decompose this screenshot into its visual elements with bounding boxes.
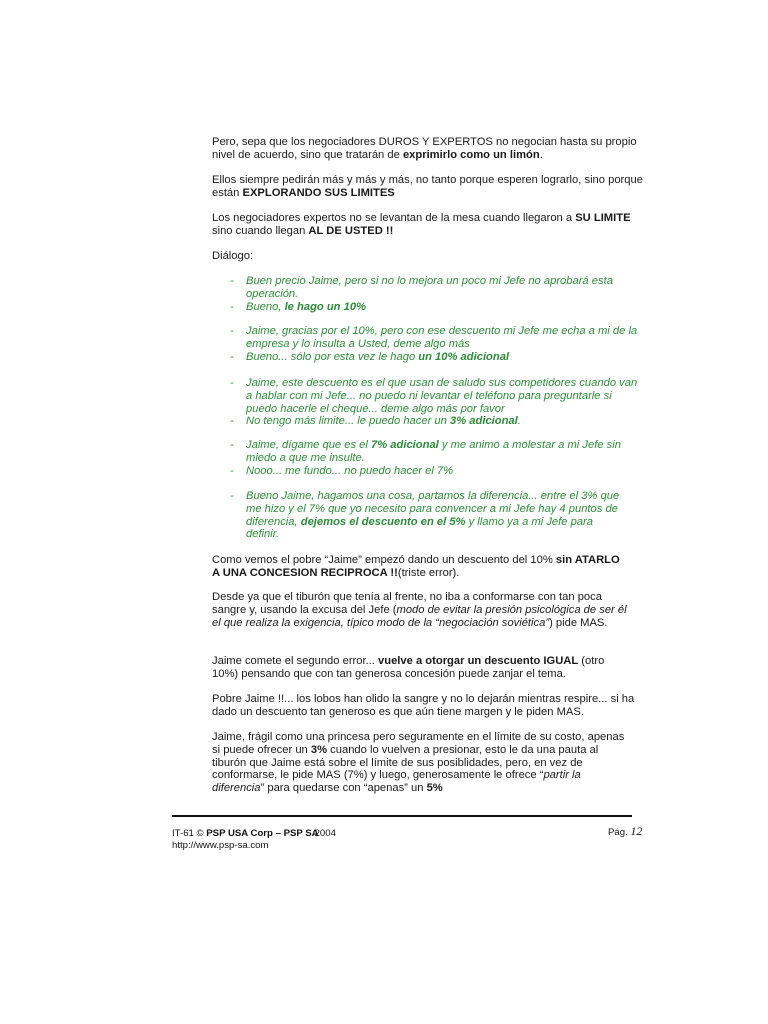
dash-bullet: - [230,490,234,502]
paragraph-text: . [539,148,543,161]
dialog-bold: dejemos el descuento en el 5% [300,515,466,528]
paragraph-text: (triste error). [397,566,460,579]
paragraph-text: Pobre Jaime !!... los lobos han olido la sangre y no lo dejarán mientras respire... si ha dado un descuento tan generoso es que aún tiene margen y le piden MAS. [212,693,635,718]
footer-year: 2004 [314,828,336,839]
footer-company: PSP USA Corp – PSP SA [206,828,319,839]
paragraph-text: Jaime comete el segundo error... [212,655,379,667]
bold-text: EXPLORANDO SUS LIMITES [242,186,395,199]
dialog-heading: Diálogo: [212,250,254,262]
footer-page [608,826,642,838]
dialog-line: y llamo ya a mi Jefe para definir. [246,515,593,541]
dialog-line: Nooo... me fundo... no puedo hacer el 7% [246,464,454,477]
paragraph-text: cuando lo vuelven a presionar, esto le da una pauta al tiburón que Jaime está sobre el límite de sus posiblidades, pero, en vez de conformarse, le pide MAS (7%) y luego, generosamente le ofrece “ [212,743,599,782]
page-label: Pág. [608,827,631,838]
paragraph-text: ) pide MAS. [549,616,608,629]
dialog-line: . [517,415,521,428]
paragraph-8 [212,731,626,795]
paragraph-text: Ellos siempre pedirán más y más y más, no tanto porque esperen lograrlo, sino porque están [212,174,643,199]
paragraph-text: sino cuando llegan [212,224,309,237]
dialog-line: Jaime, dígame que es el [246,439,371,451]
paragraph-text: Jaime, frágil como una princesa pero seguramente en el límite de su costo, apenas si puede ofrecer un [212,731,625,756]
paragraph-1 [212,136,644,162]
dialog-line: Jaime, gracias por el 10%, pero con ese descuento mi Jefe me echa a mi de la empresa y lo insulta a Usted, deme algo más [246,325,638,350]
bold-text: vuelve a otorgar un descuento IGUAL [378,655,579,667]
dialog-line: No tengo más limite... le puedo hacer un [246,415,450,428]
dialog-bold: le hago un 10% [284,300,367,313]
paragraph-text: (otro 10%) pensando que con tan generosa concesión puede zanjar el tema. [212,655,605,680]
dash-bullet: - [230,377,234,389]
bold-text: sin ATARLO A UNA CONCESION RECIPROCA !! [212,554,620,579]
dialog-line: Jaime, este descuento es el que usan de saludo sus competidores cuando van a hablar con mi Jefe... no puedo ni levantar el teléfono para preguntarle si puedo hacerle el cheque... deme algo más por favor [246,377,638,415]
paragraph-3 [212,212,644,238]
dash-bullet: - [230,415,234,428]
bold-text: exprimirlo como un limón [402,148,540,161]
italic-text: partir la diferencia [212,769,581,795]
dialog-label [212,250,644,263]
page-number: 12 [630,824,643,838]
dialog-block-5 [230,490,628,541]
paragraph-6 [212,655,632,681]
dash-bullet: - [230,464,234,477]
footer-url[interactable] [172,840,269,851]
italic-text: modo de evitar la presión psicológica de ser él el que realiza la exigencia, típico modo de la “negociación soviética” [212,603,627,629]
paragraph-text: Pero, sepa que los negociadores DUROS Y EXPERTOS no negocian hasta su propio nivel de acuerdo, sino que tratarán de [212,136,637,161]
dialog-line: Bueno, [246,300,285,313]
dash-bullet: - [230,275,234,287]
footer-divider [172,815,632,817]
paragraph-text: Los negociadores expertos no se levantan de la mesa cuando llegaron a [212,212,576,224]
dialog-bold: 3% adicional [449,415,518,428]
dialog-line: y me animo a molestar a mi Jefe sin miedo a que me insulte. [246,439,621,464]
dialog-line: Bueno Jaime, hagamos una cosa, partamos la diferencia... entre el 3% que me hizo y el 7% que yo necesito para convencer a mi Jefe hay 4 puntos de diferencia, [246,490,620,528]
dialog-block-3 [230,377,638,428]
footer-code: IT-61 © [172,828,207,839]
paragraph-2 [212,174,644,200]
dialog-bold: 7% adicional [371,439,439,451]
dialog-line: Buen precio Jaime, pero si no lo mejora un poco mi Jefe no aprobará esta operación. [246,275,613,300]
paragraph-4 [212,554,630,580]
website-link[interactable]: http://www.psp-sa.com [172,840,269,851]
dash-bullet: - [230,350,234,363]
dialog-line: Bueno... sólo por esta vez le hago [246,350,419,363]
bold-text: 3% [310,743,328,756]
dialog-block-4 [230,439,638,477]
paragraph-7 [212,693,636,719]
dash-bullet: - [230,300,234,313]
paragraph-5 [212,591,632,629]
paragraph-text: Como vemos el pobre “Jaime” empezó dando un descuento del 10% [212,554,556,566]
dash-bullet: - [230,325,234,337]
paragraph-text: ” para quedarse con “apenas” un [260,782,427,795]
paragraph-text: Desde ya que el tiburón que tenía al frente, no iba a conformarse con tan poca sangre y, usando la excusa del Jefe ( [212,591,602,616]
dialog-bold: un 10% adicional [418,350,510,363]
bold-text: SU LIMITE [575,212,631,224]
dialog-block-2 [230,325,638,363]
dash-bullet: - [230,439,234,451]
dialog-block-1 [230,275,638,313]
footer-copyright [172,828,336,839]
bold-text: AL DE USTED !! [308,224,394,237]
bold-text: 5% [426,782,443,795]
